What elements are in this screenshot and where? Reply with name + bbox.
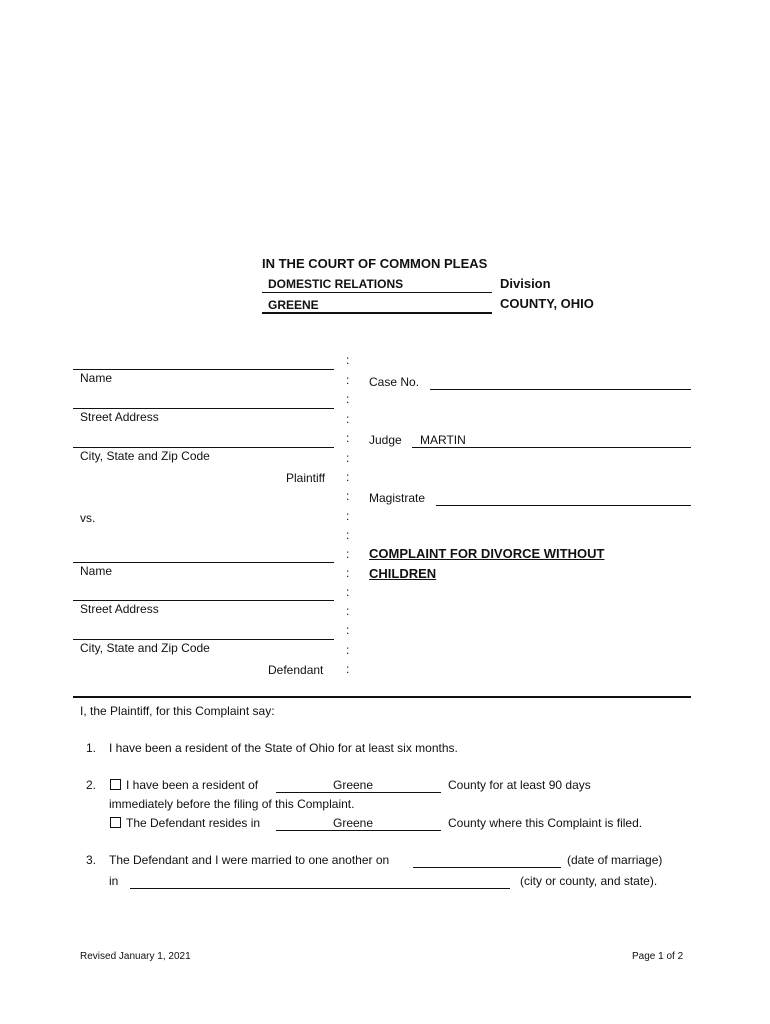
colon-separator: : xyxy=(346,643,350,657)
vs-label: vs. xyxy=(80,511,96,525)
judge-underline xyxy=(412,447,691,448)
section-divider xyxy=(73,696,691,698)
magistrate-underline xyxy=(436,505,691,506)
colon-separator: : xyxy=(346,528,350,542)
case-no-label: Case No. xyxy=(369,375,420,389)
colon-separator: : xyxy=(346,509,350,523)
marriage-place-underline xyxy=(130,888,510,889)
item3-in-label: in xyxy=(109,874,119,888)
item1-text: I have been a resident of the State of Ohio for at least six months. xyxy=(109,741,458,755)
defendant-street-label: Street Address xyxy=(80,602,159,616)
resident-county-field[interactable]: Greene xyxy=(333,778,374,792)
resident-checkbox[interactable] xyxy=(110,779,121,790)
colon-separator: : xyxy=(346,585,350,599)
item3-text: The Defendant and I were married to one another on xyxy=(109,853,390,867)
complaint-title-line2: CHILDREN xyxy=(369,566,437,581)
plaintiff-role-label: Plaintiff xyxy=(286,471,326,485)
item2-number: 2. xyxy=(86,778,97,792)
defendant-city-line[interactable] xyxy=(73,639,334,640)
defendant-county-underline xyxy=(276,830,441,831)
county-field[interactable]: GREENE xyxy=(268,298,319,312)
colon-separator: : xyxy=(346,373,350,387)
colon-separator: : xyxy=(346,451,350,465)
item1-number: 1. xyxy=(86,741,97,755)
defendant-city-label: City, State and Zip Code xyxy=(80,641,210,655)
colon-separator: : xyxy=(346,662,350,676)
resident-county-underline xyxy=(276,792,441,793)
case-no-underline xyxy=(430,389,691,390)
plaintiff-name-line[interactable] xyxy=(73,369,334,370)
colon-separator: : xyxy=(346,392,350,406)
colon-separator: : xyxy=(346,489,350,503)
item2-option1-line2: immediately before the filing of this Complaint. xyxy=(109,797,355,811)
magistrate-label: Magistrate xyxy=(369,491,426,505)
plaintiff-name-label: Name xyxy=(80,371,113,385)
judge-field[interactable]: MARTIN xyxy=(420,433,466,447)
defendant-role-label: Defendant xyxy=(268,663,324,677)
revision-note: Revised January 1, 2021 xyxy=(80,951,191,962)
colon-separator: : xyxy=(346,431,350,445)
division-label: Division xyxy=(500,276,551,291)
item3-number: 3. xyxy=(86,853,97,867)
colon-separator: : xyxy=(346,470,350,484)
colon-separator: : xyxy=(346,604,350,618)
colon-separator: : xyxy=(346,353,350,367)
defendant-name-label: Name xyxy=(80,564,113,578)
division-field[interactable]: DOMESTIC RELATIONS xyxy=(268,277,404,291)
marriage-place-suffix: (city or county, and state). xyxy=(520,874,658,888)
defendant-name-line[interactable] xyxy=(73,562,334,563)
item2-option2-text: The Defendant resides in xyxy=(126,816,261,830)
judge-label: Judge xyxy=(369,433,402,447)
defendant-street-line[interactable] xyxy=(73,600,334,601)
marriage-date-underline xyxy=(413,867,561,868)
complaint-intro: I, the Plaintiff, for this Complaint say: xyxy=(80,704,275,718)
county-underline xyxy=(262,312,492,314)
plaintiff-city-line[interactable] xyxy=(73,447,334,448)
page-number: Page 1 of 2 xyxy=(632,951,684,962)
complaint-title-line1: COMPLAINT FOR DIVORCE WITHOUT xyxy=(369,546,605,561)
colon-separator: : xyxy=(346,623,350,637)
colon-separator: : xyxy=(346,412,350,426)
plaintiff-city-label: City, State and Zip Code xyxy=(80,449,210,463)
marriage-date-suffix: (date of marriage) xyxy=(567,853,663,867)
item2-option2-suffix: County where this Complaint is filed. xyxy=(448,816,643,830)
division-underline xyxy=(262,292,492,293)
county-label: COUNTY, OHIO xyxy=(500,296,594,311)
court-title: IN THE COURT OF COMMON PLEAS xyxy=(262,256,488,271)
plaintiff-street-label: Street Address xyxy=(80,410,159,424)
plaintiff-street-line[interactable] xyxy=(73,408,334,409)
colon-separator: : xyxy=(346,566,350,580)
item2-option1-suffix: County for at least 90 days xyxy=(448,778,591,792)
item2-option1-text: I have been a resident of xyxy=(126,778,259,792)
defendant-county-field[interactable]: Greene xyxy=(333,816,374,830)
colon-separator: : xyxy=(346,547,350,561)
defendant-resides-checkbox[interactable] xyxy=(110,817,121,828)
